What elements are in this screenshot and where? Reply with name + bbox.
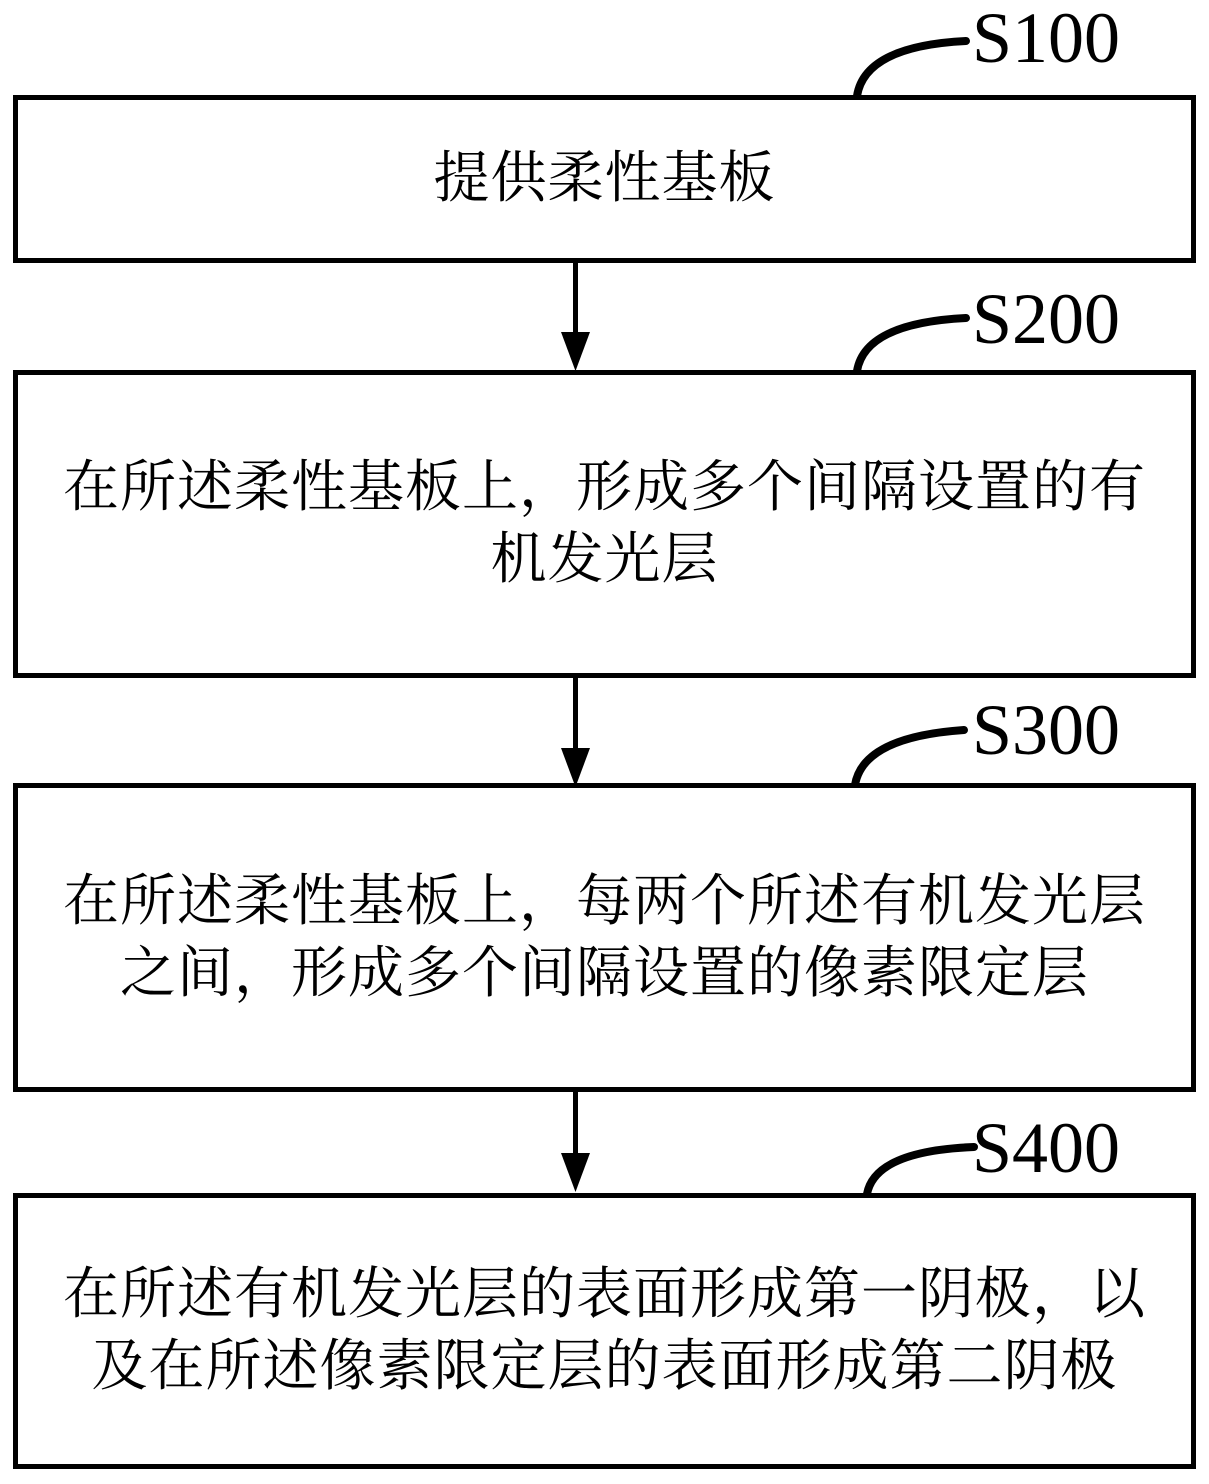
step-text-s300: 在所述柔性基板上，每两个所述有机发光层 之间，形成多个间隔设置的像素限定层 [63,870,1146,1005]
s100-leader-curve [857,41,966,96]
step-box-s300 [13,783,1196,1092]
step-label-s400: S400 [972,1108,1121,1188]
step-box-s400 [13,1193,1196,1469]
step-label-s100: S100 [972,0,1121,78]
arrow-1-head [561,332,590,371]
s200-leader-curve [857,318,966,371]
step-label-s300: S300 [972,690,1121,770]
step-text-s400: 在所述有机发光层的表面形成第一阴极，以 及在所述像素限定层的表面形成第二阴极 [63,1264,1146,1398]
step-box-s200 [13,370,1196,678]
step-text-s100: 提供柔性基板 [433,148,776,210]
step-box-s100 [13,95,1196,263]
s300-leader-curve [855,730,964,785]
s400-leader-curve [867,1147,974,1194]
arrow-2-head [561,748,590,787]
step-text-s200: 在所述柔性基板上，形成多个间隔设置的有 机发光层 [63,457,1146,591]
arrow-3-head [561,1153,590,1192]
step-label-s200: S200 [972,279,1121,359]
